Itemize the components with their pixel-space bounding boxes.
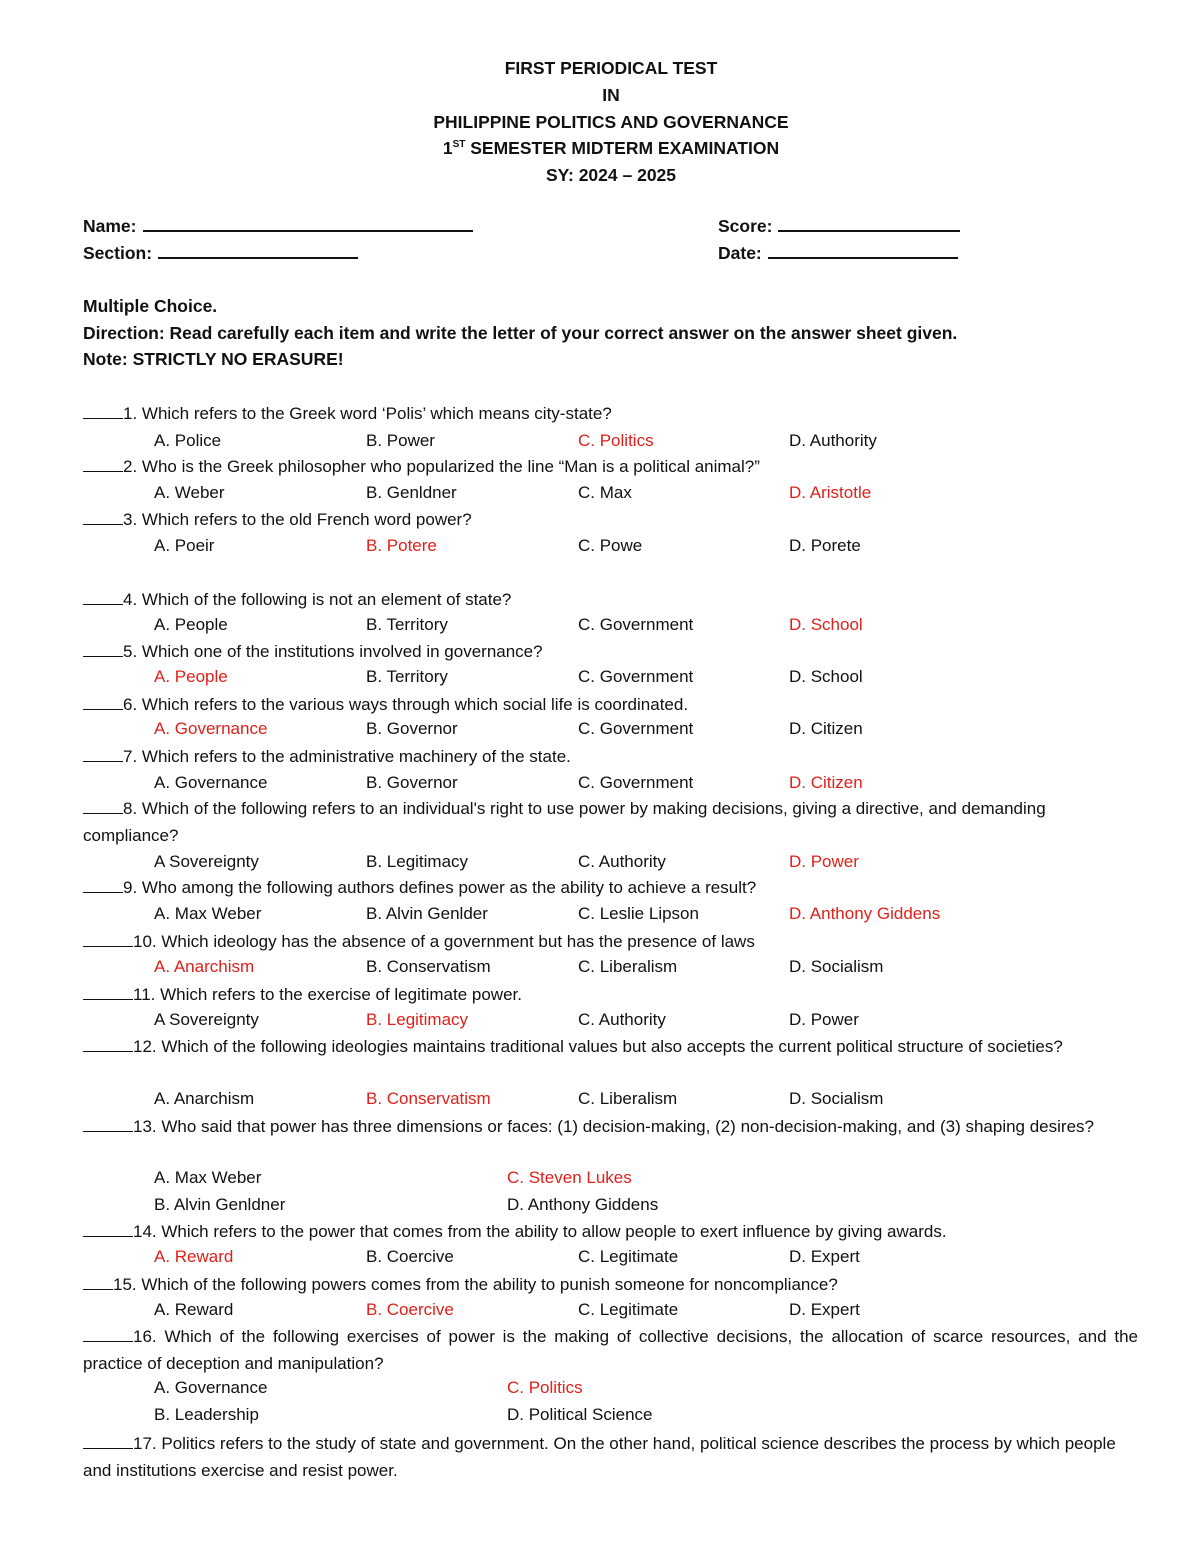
- subject-title: PHILIPPINE POLITICS AND GOVERNANCE: [433, 112, 789, 132]
- answer-option[interactable]: B. Conservatism: [366, 1089, 491, 1108]
- answer-blank[interactable]: [83, 641, 123, 657]
- answer-option[interactable]: D. Expert: [789, 1300, 860, 1319]
- answer-option[interactable]: C. Authority: [578, 852, 666, 871]
- answer-option[interactable]: D. Citizen: [789, 773, 863, 792]
- question-text: Which of the following exercises of power is the making of collective decisions, the allocation of scarce resources, and the practice of deception and manipulation?: [83, 1327, 1138, 1373]
- answer-blank[interactable]: [83, 589, 123, 605]
- question-number: 14.: [133, 1222, 162, 1241]
- answer-blank[interactable]: [83, 984, 133, 1000]
- answer-option[interactable]: D. Power: [789, 1010, 859, 1029]
- question-number: 11.: [133, 985, 161, 1004]
- answer-option[interactable]: C. Legitimate: [578, 1300, 679, 1319]
- answer-option[interactable]: B. Legitimacy: [366, 1010, 469, 1029]
- answer-option[interactable]: C. Liberalism: [578, 1089, 678, 1108]
- question-text: Who among the following authors defines power as the ability to achieve a result?: [141, 878, 757, 897]
- question-14: [83, 1219, 1138, 1246]
- answer-option[interactable]: B. Conservatism: [366, 957, 491, 976]
- answer-option[interactable]: D. Anthony Giddens: [789, 904, 941, 923]
- name-blank[interactable]: [143, 216, 473, 232]
- date-field[interactable]: [718, 243, 958, 264]
- answer-option[interactable]: D. Porete: [789, 536, 861, 555]
- answer-option[interactable]: A. Max Weber: [154, 904, 262, 923]
- question-5: [83, 639, 1138, 666]
- question-text: Which refers to the various ways through which social life is coordinated.: [141, 695, 689, 714]
- question-number: 15.: [113, 1275, 142, 1294]
- question-9: [83, 875, 1138, 902]
- answer-blank[interactable]: [83, 1036, 133, 1052]
- question-text: Which refers to the power that comes from the ability to allow people to exert influence by giving awards.: [161, 1222, 947, 1241]
- answer-option[interactable]: A. Governance: [154, 719, 268, 738]
- answer-option[interactable]: D. Aristotle: [789, 483, 872, 502]
- answer-blank[interactable]: [83, 1433, 133, 1449]
- score-blank[interactable]: [778, 216, 960, 232]
- answer-option[interactable]: C. Liberalism: [578, 957, 678, 976]
- answer-blank[interactable]: [83, 877, 123, 893]
- answer-option[interactable]: A. Weber: [154, 483, 225, 502]
- answer-blank[interactable]: [83, 694, 123, 710]
- question-17: [83, 1431, 1138, 1484]
- question-text: Which refers to the old French word power?: [141, 510, 472, 529]
- answer-option[interactable]: C. Politics: [578, 431, 654, 450]
- question-4: [83, 587, 1138, 614]
- answer-blank[interactable]: [83, 1274, 113, 1290]
- answer-option[interactable]: C. Leslie Lipson: [578, 904, 699, 923]
- answer-option[interactable]: C. Legitimate: [578, 1247, 679, 1266]
- question-number: 7.: [123, 747, 142, 766]
- question-number: 9.: [123, 878, 142, 897]
- name-label: Name:: [83, 216, 137, 236]
- question-number: 12.: [133, 1037, 162, 1056]
- question-number: 16.: [133, 1327, 165, 1346]
- answer-option[interactable]: A. Police: [154, 431, 222, 450]
- answer-option[interactable]: B. Legitimacy: [366, 852, 469, 871]
- question-6: [83, 692, 1138, 719]
- question-number: 6.: [123, 695, 142, 714]
- answer-option[interactable]: D. Socialism: [789, 1089, 884, 1108]
- question-15: [83, 1272, 1138, 1299]
- question-text: Which ideology has the absence of a government but has the presence of laws: [161, 932, 755, 951]
- answer-option[interactable]: C. Government: [578, 773, 694, 792]
- answer-option[interactable]: B. Potere: [366, 536, 437, 555]
- question-number: 2.: [123, 457, 142, 476]
- answer-option[interactable]: D. Citizen: [789, 719, 863, 738]
- answer-blank[interactable]: [83, 1116, 133, 1132]
- answer-option[interactable]: B. Genldner: [366, 483, 457, 502]
- answer-blank[interactable]: [83, 509, 123, 525]
- answer-blank[interactable]: [83, 456, 123, 472]
- question-text: Which of the following powers comes from the ability to punish someone for noncompliance?: [141, 1275, 838, 1294]
- answer-option[interactable]: A. Reward: [154, 1247, 234, 1266]
- answer-option[interactable]: A. Anarchism: [154, 1089, 255, 1108]
- answer-option[interactable]: A. Max Weber: [154, 1168, 262, 1187]
- score-field[interactable]: [718, 216, 960, 237]
- answer-blank[interactable]: [83, 931, 133, 947]
- date-label: Date:: [718, 243, 762, 263]
- question-12: [83, 1034, 1138, 1061]
- question-number: 4.: [123, 590, 142, 609]
- answer-option[interactable]: A. Reward: [154, 1300, 234, 1319]
- test-direction: Direction: Read carefully each item and write the letter of your correct answer on the answer sheet given.: [83, 323, 958, 343]
- answer-option[interactable]: B. Governor: [366, 719, 458, 738]
- answer-blank[interactable]: [83, 798, 123, 814]
- answer-option[interactable]: A. Governance: [154, 773, 268, 792]
- question-text: Which refers to the administrative machinery of the state.: [141, 747, 571, 766]
- question-16: [83, 1324, 1138, 1377]
- question-number: 8.: [123, 799, 142, 818]
- answer-option[interactable]: B. Coercive: [366, 1300, 454, 1319]
- question-number: 10.: [133, 932, 162, 951]
- answer-option[interactable]: B. Alvin Genldner: [154, 1195, 286, 1214]
- answer-option[interactable]: C. Government: [578, 719, 694, 738]
- answer-option[interactable]: C. Steven Lukes: [507, 1168, 632, 1187]
- answer-option[interactable]: B. Territory: [366, 615, 448, 634]
- answer-option[interactable]: B. Coercive: [366, 1247, 454, 1266]
- answer-option[interactable]: D. School: [789, 615, 863, 634]
- answer-option[interactable]: B. Leadership: [154, 1405, 259, 1424]
- question-10: [83, 929, 1138, 956]
- question-text: Which one of the institutions involved in governance?: [141, 642, 543, 661]
- answer-option[interactable]: D. Expert: [789, 1247, 860, 1266]
- question-7: [83, 744, 1138, 771]
- question-text: Which refers to the exercise of legitimate power.: [160, 985, 522, 1004]
- question-number: 5.: [123, 642, 142, 661]
- question-number: 13.: [133, 1117, 162, 1136]
- question-text: Which refers to the Greek word ‘Polis’ which means city-state?: [141, 404, 612, 423]
- answer-option[interactable]: A. Poeir: [154, 536, 215, 555]
- section-blank[interactable]: [158, 243, 358, 259]
- answer-option[interactable]: B. Governor: [366, 773, 458, 792]
- question-8: [83, 796, 1138, 849]
- answer-option[interactable]: D. Socialism: [789, 957, 884, 976]
- question-text: Who is the Greek philosopher who popularized the line “Man is a political animal?”: [141, 457, 760, 476]
- section-field[interactable]: [83, 243, 358, 264]
- answer-option[interactable]: C. Powe: [578, 536, 643, 555]
- answer-option[interactable]: D. Political Science: [507, 1405, 653, 1424]
- question-text: Which of the following refers to an individual's right to use power by making decisions, giving a directive, and demanding compliance?: [83, 799, 1046, 845]
- answer-option[interactable]: C. Government: [578, 615, 694, 634]
- question-number: 17.: [133, 1434, 162, 1453]
- question-2: [83, 454, 1138, 481]
- question-text: Which of the following ideologies maintains traditional values but also accepts the current political structure of societies?: [161, 1037, 1063, 1056]
- answer-option[interactable]: A Sovereignty: [154, 852, 259, 871]
- question-text: Who said that power has three dimensions or faces: (1) decision-making, (2) non-decision-making, and (3) shaping desires?: [161, 1117, 1094, 1136]
- answer-blank[interactable]: [83, 403, 123, 419]
- question-3: [83, 507, 1138, 534]
- answer-option[interactable]: B. Territory: [366, 667, 448, 686]
- section-label: Section:: [83, 243, 153, 263]
- answer-blank[interactable]: [83, 1326, 133, 1342]
- name-field[interactable]: [83, 216, 473, 237]
- answer-option[interactable]: C. Politics: [507, 1378, 583, 1397]
- date-blank[interactable]: [768, 243, 958, 259]
- question-text: Which of the following is not an element of state?: [141, 590, 512, 609]
- test-type: Multiple Choice.: [83, 296, 218, 316]
- exam-title: FIRST PERIODICAL TEST: [504, 58, 718, 78]
- answer-option[interactable]: C. Max: [578, 483, 632, 502]
- answer-option[interactable]: D. Authority: [789, 431, 877, 450]
- answer-option[interactable]: D. Anthony Giddens: [507, 1195, 659, 1214]
- score-label: Score:: [718, 216, 773, 236]
- question-13: [83, 1114, 1138, 1141]
- exam-semester: 1ST SEMESTER MIDTERM EXAMINATION: [442, 138, 780, 158]
- answer-blank[interactable]: [83, 1221, 133, 1237]
- answer-option[interactable]: A. People: [154, 667, 228, 686]
- answer-option[interactable]: A Sovereignty: [154, 1010, 259, 1029]
- school-year: SY: 2024 – 2025: [545, 165, 677, 185]
- answer-option[interactable]: A. Governance: [154, 1378, 268, 1397]
- answer-option[interactable]: A. People: [154, 615, 228, 634]
- question-number: 3.: [123, 510, 142, 529]
- answer-option[interactable]: B. Power: [366, 431, 435, 450]
- question-number: 1.: [123, 404, 142, 423]
- question-text: Politics refers to the study of state and government. On the other hand, political science describes the process by which people and institutions exercise and resist power.: [83, 1434, 1116, 1480]
- answer-option[interactable]: D. Power: [789, 852, 859, 871]
- answer-option[interactable]: C. Authority: [578, 1010, 666, 1029]
- answer-blank[interactable]: [83, 746, 123, 762]
- exam-title-in: IN: [602, 85, 620, 105]
- answer-option[interactable]: D. School: [789, 667, 863, 686]
- test-note: Note: STRICTLY NO ERASURE!: [83, 349, 344, 369]
- answer-option[interactable]: A. Anarchism: [154, 957, 255, 976]
- answer-option[interactable]: C. Government: [578, 667, 694, 686]
- answer-option[interactable]: B. Alvin Genlder: [366, 904, 488, 923]
- question-11: [83, 982, 1138, 1009]
- question-1: [83, 401, 1138, 428]
